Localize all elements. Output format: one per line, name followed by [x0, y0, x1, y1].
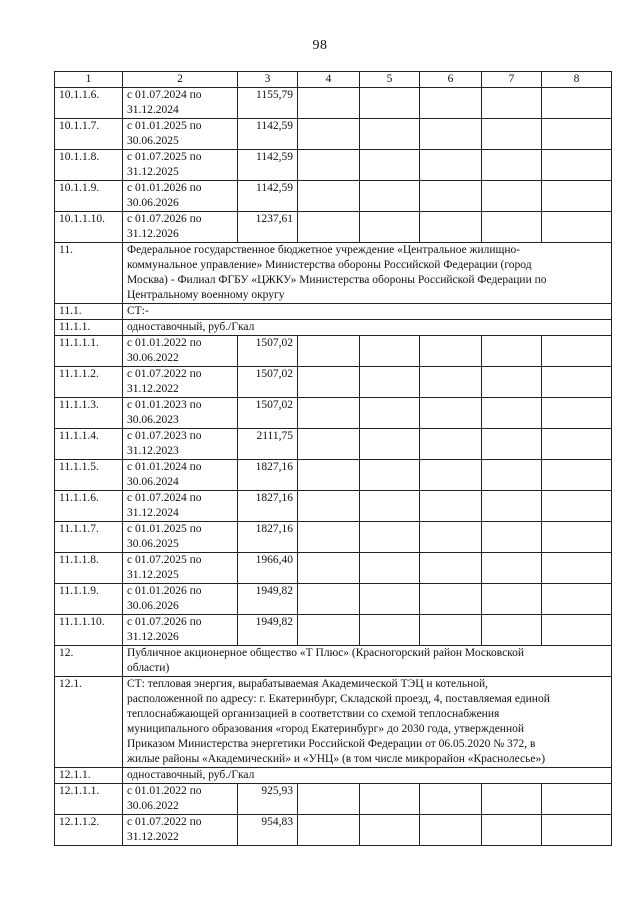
tariff-value: 1237,61 [238, 212, 298, 243]
period-line: с 01.01.2022 по [127, 785, 202, 797]
empty-cell [360, 460, 420, 491]
empty-cell [420, 460, 482, 491]
empty-cell [298, 398, 360, 429]
period-line: с 01.07.2022 по [127, 816, 202, 828]
row-code: 10.1.1.10. [55, 212, 123, 243]
row-code: 11.1.1. [55, 320, 123, 336]
tariff-value: 925,93 [238, 784, 298, 815]
table-row [55, 336, 612, 367]
empty-cell [298, 553, 360, 584]
empty-cell [482, 181, 542, 212]
section-row [55, 768, 612, 784]
empty-cell [360, 615, 420, 646]
section-description [123, 768, 612, 784]
row-code: 11.1.1.8. [55, 553, 123, 584]
empty-cell [298, 491, 360, 522]
row-code: 12.1.1.2. [55, 815, 123, 846]
period-line: с 01.07.2025 по [127, 554, 202, 566]
section-row [55, 304, 612, 320]
period-line: 31.12.2026 [127, 631, 179, 643]
description-line: теплоснабжающей организацией в соответствии со схемой теплоснабжения [127, 708, 500, 720]
description-line: муниципального образования «город Екатеринбург» до 2030 года, утвержденной [127, 723, 525, 735]
table-row [55, 615, 612, 646]
empty-cell [542, 88, 612, 119]
empty-cell [542, 181, 612, 212]
period-line: 31.12.2024 [127, 104, 179, 116]
empty-cell [420, 367, 482, 398]
tariff-table [54, 71, 612, 846]
tariff-value: 1507,02 [238, 398, 298, 429]
empty-cell [298, 367, 360, 398]
period-cell [123, 784, 238, 815]
tariff-value: 1142,59 [238, 181, 298, 212]
section-description [123, 646, 612, 677]
empty-cell [360, 429, 420, 460]
empty-cell [298, 336, 360, 367]
column-number: 6 [420, 72, 482, 88]
column-number: 4 [298, 72, 360, 88]
table-row [55, 784, 612, 815]
period-cell [123, 150, 238, 181]
tariff-value: 1507,02 [238, 336, 298, 367]
table-row [55, 584, 612, 615]
empty-cell [420, 784, 482, 815]
empty-cell [360, 181, 420, 212]
empty-cell [360, 522, 420, 553]
period-line: 30.06.2026 [127, 197, 179, 209]
empty-cell [298, 88, 360, 119]
description-line: Федеральное государственное бюджетное учреждение «Центральное жилищно- [127, 244, 521, 256]
tariff-value: 1142,59 [238, 119, 298, 150]
description-line: Публичное акционерное общество «Т Плюс» (Красногорский район Московской [127, 647, 525, 659]
table-row [55, 88, 612, 119]
empty-cell [482, 429, 542, 460]
empty-cell [298, 784, 360, 815]
column-number: 7 [482, 72, 542, 88]
period-line: с 01.01.2024 по [127, 461, 202, 473]
period-line: с 01.07.2024 по [127, 89, 202, 101]
empty-cell [542, 815, 612, 846]
empty-cell [420, 815, 482, 846]
row-code: 11.1.1.9. [55, 584, 123, 615]
row-code: 10.1.1.6. [55, 88, 123, 119]
empty-cell [482, 212, 542, 243]
table-row [55, 491, 612, 522]
empty-cell [360, 119, 420, 150]
row-code: 11.1.1.3. [55, 398, 123, 429]
table-body [55, 88, 612, 846]
period-line: 31.12.2024 [127, 507, 179, 519]
table-row [55, 429, 612, 460]
empty-cell [542, 784, 612, 815]
period-line: 31.12.2026 [127, 228, 179, 240]
row-code: 11.1.1.6. [55, 491, 123, 522]
column-number: 5 [360, 72, 420, 88]
description-line: одноставочный, руб./Гкал [127, 769, 255, 781]
description-line: коммунальное управление» Министерства обороны Российской Федерации (город [127, 259, 532, 271]
period-line: 30.06.2025 [127, 538, 179, 550]
period-line: 30.06.2024 [127, 476, 179, 488]
empty-cell [542, 615, 612, 646]
empty-cell [542, 522, 612, 553]
empty-cell [420, 429, 482, 460]
row-code: 10.1.1.7. [55, 119, 123, 150]
period-line: 30.06.2025 [127, 135, 179, 147]
period-line: с 01.01.2026 по [127, 182, 202, 194]
empty-cell [298, 522, 360, 553]
row-code: 11. [55, 243, 123, 304]
row-code: 12. [55, 646, 123, 677]
empty-cell [420, 553, 482, 584]
period-cell [123, 815, 238, 846]
empty-cell [420, 615, 482, 646]
empty-cell [360, 584, 420, 615]
period-line: с 01.07.2024 по [127, 492, 202, 504]
section-row [55, 320, 612, 336]
section-description [123, 243, 612, 304]
tariff-value: 1827,16 [238, 491, 298, 522]
column-number: 2 [123, 72, 238, 88]
empty-cell [420, 336, 482, 367]
empty-cell [360, 491, 420, 522]
description-line: жилые районы «Академический» и «УНЦ» (в том числе микрорайон «Краснолесье») [127, 753, 546, 765]
empty-cell [360, 336, 420, 367]
row-code: 11.1.1.7. [55, 522, 123, 553]
table-row [55, 367, 612, 398]
period-line: 31.12.2025 [127, 166, 179, 178]
period-line: 31.12.2022 [127, 383, 179, 395]
empty-cell [360, 398, 420, 429]
period-cell [123, 367, 238, 398]
description-line: Приказом Министерства энергетики Российской Федерации от 06.05.2020 № 372, в [127, 738, 536, 750]
section-row [55, 243, 612, 304]
tariff-value: 1507,02 [238, 367, 298, 398]
period-line: 31.12.2022 [127, 831, 179, 843]
period-line: с 01.01.2022 по [127, 337, 202, 349]
table-row [55, 553, 612, 584]
period-line: 31.12.2023 [127, 445, 179, 457]
empty-cell [420, 398, 482, 429]
period-line: 30.06.2026 [127, 600, 179, 612]
empty-cell [542, 336, 612, 367]
empty-cell [542, 367, 612, 398]
empty-cell [482, 88, 542, 119]
period-cell [123, 398, 238, 429]
empty-cell [542, 460, 612, 491]
empty-cell [420, 522, 482, 553]
period-line: с 01.07.2026 по [127, 213, 202, 225]
column-number: 1 [55, 72, 123, 88]
period-line: 30.06.2022 [127, 800, 179, 812]
period-cell [123, 491, 238, 522]
table-row [55, 460, 612, 491]
empty-cell [360, 212, 420, 243]
period-line: с 01.07.2026 по [127, 616, 202, 628]
row-code: 10.1.1.8. [55, 150, 123, 181]
description-line: одноставочный, руб./Гкал [127, 321, 255, 333]
tariff-value: 1155,79 [238, 88, 298, 119]
empty-cell [482, 522, 542, 553]
table-row [55, 212, 612, 243]
empty-cell [420, 88, 482, 119]
period-line: с 01.01.2025 по [127, 120, 202, 132]
empty-cell [542, 429, 612, 460]
row-code: 11.1.1.10. [55, 615, 123, 646]
table-row [55, 119, 612, 150]
empty-cell [542, 553, 612, 584]
empty-cell [360, 150, 420, 181]
empty-cell [360, 784, 420, 815]
table-row [55, 522, 612, 553]
description-line: области) [127, 662, 170, 674]
section-row [55, 646, 612, 677]
page-number: 98 [312, 38, 328, 53]
empty-cell [420, 119, 482, 150]
empty-cell [420, 181, 482, 212]
period-cell [123, 181, 238, 212]
row-code: 11.1.1.5. [55, 460, 123, 491]
period-cell [123, 336, 238, 367]
tariff-value: 1827,16 [238, 460, 298, 491]
table-row [55, 398, 612, 429]
empty-cell [542, 584, 612, 615]
table-row [55, 815, 612, 846]
empty-cell [298, 615, 360, 646]
empty-cell [542, 212, 612, 243]
period-cell [123, 429, 238, 460]
empty-cell [482, 491, 542, 522]
period-cell [123, 119, 238, 150]
empty-cell [482, 119, 542, 150]
tariff-value: 954,83 [238, 815, 298, 846]
empty-cell [482, 815, 542, 846]
empty-cell [482, 398, 542, 429]
empty-cell [542, 119, 612, 150]
section-description [123, 677, 612, 768]
period-line: с 01.07.2022 по [127, 368, 202, 380]
empty-cell [482, 336, 542, 367]
row-code: 10.1.1.9. [55, 181, 123, 212]
period-line: с 01.01.2023 по [127, 399, 202, 411]
empty-cell [482, 553, 542, 584]
section-row [55, 677, 612, 768]
empty-cell [482, 150, 542, 181]
row-code: 12.1.1. [55, 768, 123, 784]
empty-cell [360, 88, 420, 119]
empty-cell [482, 460, 542, 491]
period-cell [123, 584, 238, 615]
empty-cell [360, 815, 420, 846]
empty-cell [420, 212, 482, 243]
empty-cell [482, 367, 542, 398]
empty-cell [298, 212, 360, 243]
period-cell [123, 88, 238, 119]
empty-cell [298, 584, 360, 615]
row-code: 11.1.1.2. [55, 367, 123, 398]
period-cell [123, 212, 238, 243]
empty-cell [298, 815, 360, 846]
period-cell [123, 615, 238, 646]
empty-cell [542, 398, 612, 429]
empty-cell [298, 181, 360, 212]
row-code: 12.1. [55, 677, 123, 768]
table-row [55, 150, 612, 181]
empty-cell [360, 367, 420, 398]
section-description [123, 320, 612, 336]
empty-cell [482, 584, 542, 615]
empty-cell [420, 491, 482, 522]
row-code: 11.1.1.4. [55, 429, 123, 460]
empty-cell [298, 429, 360, 460]
empty-cell [420, 150, 482, 181]
empty-cell [542, 150, 612, 181]
period-line: 30.06.2022 [127, 352, 179, 364]
row-code: 11.1.1.1. [55, 336, 123, 367]
period-line: 30.06.2023 [127, 414, 179, 426]
empty-cell [298, 119, 360, 150]
description-line: СТ:- [127, 305, 149, 317]
period-line: с 01.01.2026 по [127, 585, 202, 597]
row-code: 12.1.1.1. [55, 784, 123, 815]
empty-cell [542, 491, 612, 522]
tariff-value: 1966,40 [238, 553, 298, 584]
table-row [55, 181, 612, 212]
tariff-value: 1949,82 [238, 615, 298, 646]
empty-cell [360, 553, 420, 584]
empty-cell [482, 784, 542, 815]
column-number: 3 [238, 72, 298, 88]
empty-cell [298, 460, 360, 491]
description-line: Москва) - Филиал ФГБУ «ЦЖКУ» Министерства обороны Российской Федерации по [127, 274, 547, 286]
empty-cell [420, 584, 482, 615]
tariff-value: 1949,82 [238, 584, 298, 615]
period-line: с 01.07.2023 по [127, 430, 202, 442]
period-cell [123, 522, 238, 553]
period-cell [123, 553, 238, 584]
tariff-value: 1142,59 [238, 150, 298, 181]
section-description [123, 304, 612, 320]
column-number: 8 [542, 72, 612, 88]
empty-cell [482, 615, 542, 646]
tariff-value: 1827,16 [238, 522, 298, 553]
period-line: с 01.07.2025 по [127, 151, 202, 163]
period-cell [123, 460, 238, 491]
period-line: 31.12.2025 [127, 569, 179, 581]
period-line: с 01.01.2025 по [127, 523, 202, 535]
description-line: расположенной по адресу: г. Екатеринбург, Складской проезд, 4, поставляемая единой [127, 693, 550, 705]
description-line: СТ: тепловая энергия, вырабатываемая Академической ТЭЦ и котельной, [127, 678, 489, 690]
empty-cell [298, 150, 360, 181]
column-number-row [55, 72, 612, 88]
row-code: 11.1. [55, 304, 123, 320]
description-line: Центральному военному округу [127, 289, 285, 301]
tariff-value: 2111,75 [238, 429, 298, 460]
